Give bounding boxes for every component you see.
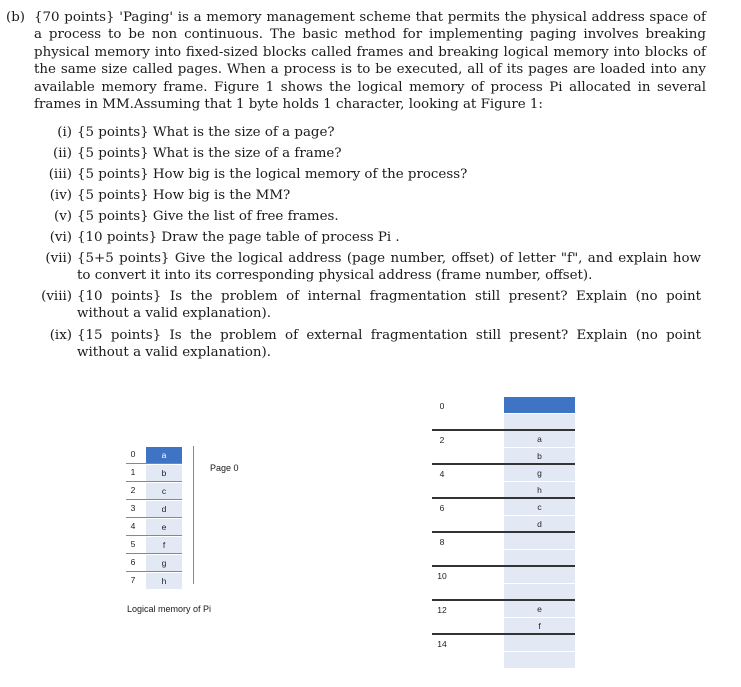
- logical-address-label: 5: [130, 539, 136, 549]
- question-item: [49, 187, 701, 204]
- logical-memory-cell: f: [146, 536, 182, 553]
- frame-divider: [432, 463, 575, 465]
- logical-address-label: 4: [130, 521, 136, 531]
- question-item: [41, 288, 701, 322]
- physical-memory-cell: d: [504, 516, 575, 533]
- question-number: (ii): [52, 146, 72, 161]
- physical-memory-cell: [504, 567, 575, 584]
- logical-address-label: 3: [130, 503, 136, 513]
- frame-address-label: 6: [439, 503, 445, 513]
- physical-memory-cell: a: [504, 431, 575, 448]
- question-number: (viii): [41, 289, 72, 304]
- frame-address-label: 8: [439, 537, 445, 547]
- logical-address-label: 1: [130, 467, 136, 477]
- frame-address-label: 0: [439, 401, 445, 411]
- logical-memory-cell: c: [146, 482, 182, 499]
- logical-memory-caption: Logical memory of Pi: [127, 604, 212, 614]
- question-text: {5 points} How big is the MM?: [77, 188, 291, 203]
- question-text: {10 points} Is the problem of internal fragmentation still present? Explain (no point without a valid explanation).: [77, 289, 701, 321]
- question-item: [53, 208, 701, 225]
- logical-address-label: 6: [130, 557, 136, 567]
- question-text: {15 points} Is the problem of external fragmentation still present? Explain (no point without a valid explanation).: [77, 328, 701, 360]
- question-text: {5 points} What is the size of a page?: [77, 125, 335, 140]
- question-number: (i): [57, 125, 72, 140]
- logical-memory-cell: h: [146, 572, 182, 589]
- question-item: [52, 145, 701, 162]
- row-divider: [126, 553, 182, 554]
- physical-memory-cell: b: [504, 448, 575, 465]
- logical-memory-cell: d: [146, 500, 182, 517]
- question-text: {5+5 points} Give the logical address (page number, offset) of letter "f", and explain how to convert it into its corresponding physical address (frame number, offset).: [77, 251, 701, 283]
- physical-memory-cell: [504, 533, 575, 550]
- logical-address-label: 2: [130, 485, 136, 495]
- frame-divider: [432, 531, 575, 533]
- frame-divider: [432, 497, 575, 499]
- frame-address-label: 2: [439, 435, 445, 445]
- physical-memory-cell: h: [504, 482, 575, 499]
- logical-address-label: 7: [130, 575, 136, 585]
- row-divider: [126, 481, 182, 482]
- physical-memory-cell: f: [504, 618, 575, 635]
- question-text: {5 points} How big is the logical memory of the process?: [77, 167, 468, 182]
- frame-address-label: 12: [437, 605, 447, 615]
- question-number: (vi): [49, 230, 72, 245]
- row-divider: [126, 463, 182, 464]
- question-item: [49, 229, 701, 246]
- part-label: (b): [6, 10, 26, 25]
- frame-address-label: 4: [439, 469, 445, 479]
- frame-divider: [432, 429, 575, 431]
- question-item: [49, 327, 701, 361]
- frame-divider: [432, 599, 575, 601]
- question-text: {10 points} Draw the page table of process Pi .: [77, 230, 400, 245]
- logical-memory-cell: e: [146, 518, 182, 535]
- physical-memory-cell: c: [504, 499, 575, 516]
- question-text: {5 points} Give the list of free frames.: [77, 209, 339, 224]
- logical-address-label: 0: [130, 449, 136, 459]
- question-number: (v): [53, 209, 72, 224]
- question-number: (iii): [48, 167, 72, 182]
- intro-body: {70 points} 'Paging' is a memory management scheme that permits the physical address space of a process to be non continuous. The basic method for implementing paging involves breaking physical memory into fixed-sized blocks called frames and breaking logical memory into blocks of the same size called pages. When a process is to be executed, all of its pages are loaded into any available memory frame. Figure 1 shows the logical memory of process Pi allocated in several frames in MM.Assuming that 1 byte holds 1 character, looking at Figure 1:: [34, 10, 706, 113]
- frame-address-label: 10: [437, 571, 447, 581]
- physical-memory-cell: g: [504, 465, 575, 482]
- question-item: [45, 250, 701, 284]
- question-number: (iv): [49, 188, 72, 203]
- question-item: [48, 166, 701, 183]
- frame-address-label: 14: [437, 639, 447, 649]
- logical-memory-cell: g: [146, 554, 182, 571]
- row-divider: [126, 571, 182, 572]
- physical-memory-cell: [504, 397, 575, 414]
- frame-divider: [432, 633, 575, 635]
- row-divider: [126, 535, 182, 536]
- question-item: [57, 124, 701, 141]
- row-divider: [126, 517, 182, 518]
- logical-memory-cell: a: [146, 446, 182, 463]
- physical-memory-cell: [504, 635, 575, 652]
- physical-memory-cell: [504, 652, 575, 669]
- physical-memory-cell: e: [504, 601, 575, 618]
- intro-paragraph: [6, 9, 706, 113]
- row-divider: [126, 499, 182, 500]
- question-number: (ix): [49, 328, 72, 343]
- page-bracket: [193, 446, 194, 584]
- question-number: (vii): [45, 251, 72, 266]
- question-text: {5 points} What is the size of a frame?: [77, 146, 342, 161]
- page-label: Page 0: [210, 463, 239, 473]
- frame-divider: [432, 565, 575, 567]
- logical-memory-cell: b: [146, 464, 182, 481]
